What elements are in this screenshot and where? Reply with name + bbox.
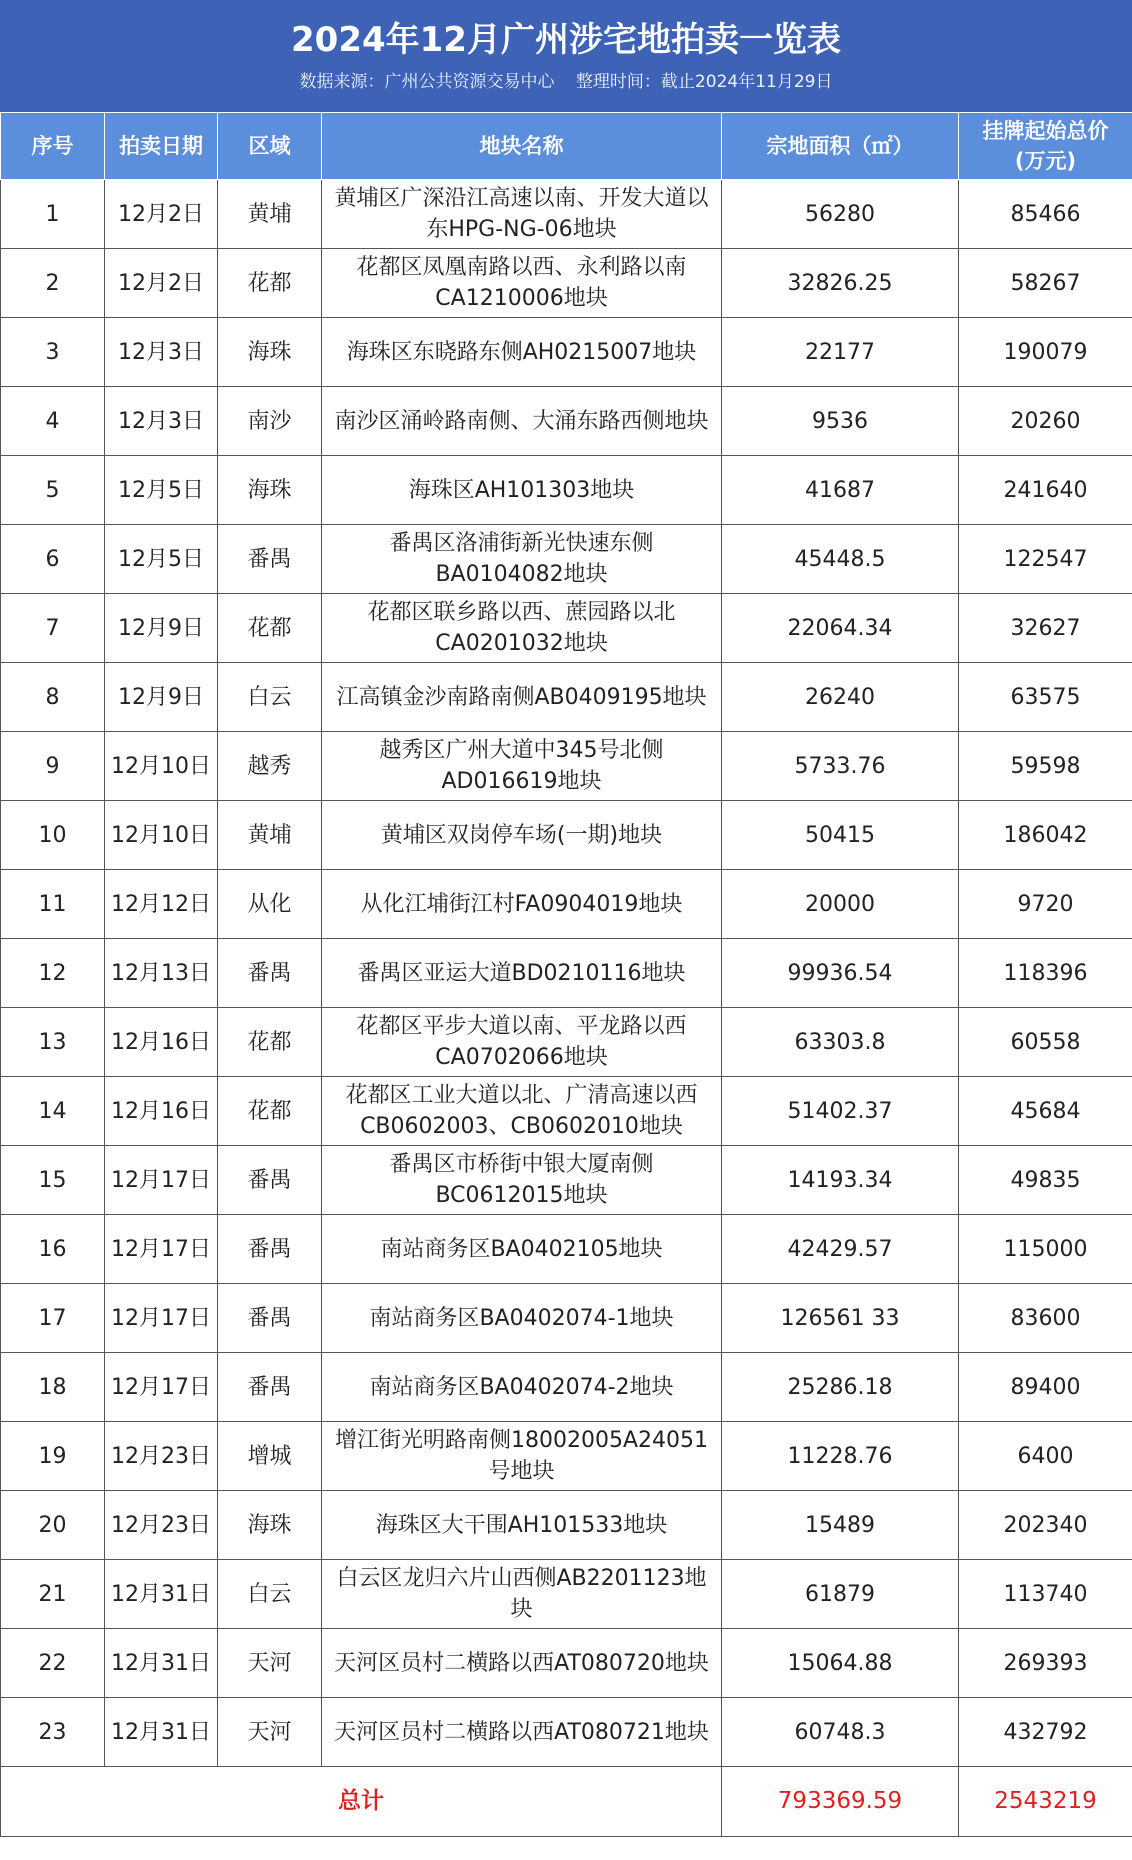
cell-name: 番禺区亚运大道BD0210116地块: [322, 939, 722, 1008]
cell-area: 天河: [218, 1698, 322, 1767]
column-header-row: [1, 113, 1132, 180]
cell-name: 番禺区市桥街中银大厦南侧BC0612015地块: [322, 1146, 722, 1215]
cell-price: 59598: [959, 732, 1132, 801]
page-title: 2024年12月广州涉宅地拍卖一览表: [291, 20, 841, 60]
cell-size: 14193.34: [722, 1146, 959, 1215]
cell-name: 南站商务区BA0402105地块: [322, 1215, 722, 1284]
cell-date: 12月9日: [105, 663, 218, 732]
cell-idx: 18: [1, 1353, 105, 1422]
table-row: [1, 1008, 1132, 1077]
cell-size: 63303.8: [722, 1008, 959, 1077]
cell-name: 海珠区AH101303地块: [322, 456, 722, 525]
cell-size: 20000: [722, 870, 959, 939]
table-header-banner: [0, 0, 1132, 112]
cell-price: 9720: [959, 870, 1132, 939]
data-source: 数据来源：广州公共资源交易中心: [299, 72, 555, 92]
cell-price: 432792: [959, 1698, 1132, 1767]
cell-idx: 12: [1, 939, 105, 1008]
cell-area: 增城: [218, 1422, 322, 1491]
total-row: [1, 1767, 1132, 1837]
cell-name: 黄埔区广深沿江高速以南、开发大道以东HPG-NG-06地块: [322, 180, 722, 249]
cell-price: 6400: [959, 1422, 1132, 1491]
cell-size: 51402.37: [722, 1077, 959, 1146]
cell-name: 花都区平步大道以南、平龙路以西CA0702066地块: [322, 1008, 722, 1077]
cell-idx: 4: [1, 387, 105, 456]
cell-area: 南沙: [218, 387, 322, 456]
cell-date: 12月12日: [105, 870, 218, 939]
cell-idx: 6: [1, 525, 105, 594]
cell-size: 41687: [722, 456, 959, 525]
cell-size: 15064.88: [722, 1629, 959, 1698]
cell-area: 番禺: [218, 1146, 322, 1215]
cell-idx: 9: [1, 732, 105, 801]
cell-name: 南沙区涌岭路南侧、大涌东路西侧地块: [322, 387, 722, 456]
cell-price: 32627: [959, 594, 1132, 663]
cell-price: 58267: [959, 249, 1132, 318]
cell-date: 12月5日: [105, 525, 218, 594]
total-size: 793369.59: [722, 1767, 959, 1837]
cell-name: 从化江埔街江村FA0904019地块: [322, 870, 722, 939]
table-row: [1, 1698, 1132, 1767]
cell-idx: 16: [1, 1215, 105, 1284]
table-row: [1, 732, 1132, 801]
cell-price: 186042: [959, 801, 1132, 870]
cell-size: 26240: [722, 663, 959, 732]
cell-name: 天河区员村二横路以西AT080721地块: [322, 1698, 722, 1767]
table-row: [1, 318, 1132, 387]
cell-idx: 19: [1, 1422, 105, 1491]
cell-price: 60558: [959, 1008, 1132, 1077]
table-row: [1, 387, 1132, 456]
cell-name: 南站商务区BA0402074-2地块: [322, 1353, 722, 1422]
cell-price: 113740: [959, 1560, 1132, 1629]
cell-size: 22177: [722, 318, 959, 387]
total-price: 2543219: [959, 1767, 1132, 1837]
header-area: 区域: [218, 113, 322, 180]
header-size: 宗地面积（㎡）: [722, 113, 959, 180]
cell-idx: 17: [1, 1284, 105, 1353]
cell-idx: 3: [1, 318, 105, 387]
cell-price: 115000: [959, 1215, 1132, 1284]
table-row: [1, 249, 1132, 318]
cell-area: 番禺: [218, 1215, 322, 1284]
cell-area: 花都: [218, 594, 322, 663]
table-row: [1, 456, 1132, 525]
cell-date: 12月3日: [105, 318, 218, 387]
header-date: 拍卖日期: [105, 113, 218, 180]
cell-idx: 15: [1, 1146, 105, 1215]
cell-size: 45448.5: [722, 525, 959, 594]
cell-price: 63575: [959, 663, 1132, 732]
cell-idx: 10: [1, 801, 105, 870]
cell-date: 12月3日: [105, 387, 218, 456]
header-price-line2: (万元): [1014, 149, 1077, 173]
cell-idx: 14: [1, 1077, 105, 1146]
cell-date: 12月31日: [105, 1698, 218, 1767]
cell-name: 增江街光明路南侧18002005A24051号地块: [322, 1422, 722, 1491]
cell-idx: 2: [1, 249, 105, 318]
subtitle: [0, 70, 1132, 94]
cell-name: 番禺区洛浦街新光快速东侧BA0104082地块: [322, 525, 722, 594]
table-row: [1, 1422, 1132, 1491]
cell-name: 花都区联乡路以西、蔗园路以北CA0201032地块: [322, 594, 722, 663]
cell-size: 25286.18: [722, 1353, 959, 1422]
cell-idx: 11: [1, 870, 105, 939]
table-row: [1, 525, 1132, 594]
cell-price: 118396: [959, 939, 1132, 1008]
cell-idx: 8: [1, 663, 105, 732]
cell-price: 85466: [959, 180, 1132, 249]
cell-idx: 5: [1, 456, 105, 525]
cell-area: 白云: [218, 1560, 322, 1629]
cell-date: 12月9日: [105, 594, 218, 663]
cell-name: 海珠区大干围AH101533地块: [322, 1491, 722, 1560]
cell-area: 海珠: [218, 456, 322, 525]
cell-date: 12月10日: [105, 801, 218, 870]
cell-price: 269393: [959, 1629, 1132, 1698]
cell-area: 黄埔: [218, 801, 322, 870]
cell-area: 海珠: [218, 318, 322, 387]
table-row: [1, 939, 1132, 1008]
cell-size: 15489: [722, 1491, 959, 1560]
cell-date: 12月23日: [105, 1422, 218, 1491]
cell-date: 12月10日: [105, 732, 218, 801]
cell-area: 天河: [218, 1629, 322, 1698]
table-row: [1, 1284, 1132, 1353]
cell-area: 番禺: [218, 1353, 322, 1422]
cell-price: 241640: [959, 456, 1132, 525]
cell-size: 22064.34: [722, 594, 959, 663]
table-row: [1, 870, 1132, 939]
cell-idx: 23: [1, 1698, 105, 1767]
cell-idx: 21: [1, 1560, 105, 1629]
cell-date: 12月17日: [105, 1284, 218, 1353]
cell-price: 202340: [959, 1491, 1132, 1560]
cell-size: 32826.25: [722, 249, 959, 318]
table-row: [1, 1629, 1132, 1698]
cell-price: 49835: [959, 1146, 1132, 1215]
cell-size: 126561 33: [722, 1284, 959, 1353]
cell-date: 12月5日: [105, 456, 218, 525]
cell-idx: 1: [1, 180, 105, 249]
cell-date: 12月17日: [105, 1146, 218, 1215]
cell-name: 黄埔区双岗停车场(一期)地块: [322, 801, 722, 870]
cell-area: 花都: [218, 249, 322, 318]
table-row: [1, 1491, 1132, 1560]
cell-area: 黄埔: [218, 180, 322, 249]
cell-date: 12月2日: [105, 180, 218, 249]
cell-name: 花都区工业大道以北、广清高速以西CB0602003、CB0602010地块: [322, 1077, 722, 1146]
cell-date: 12月16日: [105, 1008, 218, 1077]
cell-idx: 7: [1, 594, 105, 663]
cell-area: 番禺: [218, 1284, 322, 1353]
cell-size: 11228.76: [722, 1422, 959, 1491]
cell-date: 12月23日: [105, 1491, 218, 1560]
cell-area: 从化: [218, 870, 322, 939]
cell-price: 45684: [959, 1077, 1132, 1146]
cell-area: 花都: [218, 1008, 322, 1077]
header-idx: 序号: [1, 113, 105, 180]
cell-area: 越秀: [218, 732, 322, 801]
cell-name: 海珠区东晓路东侧AH0215007地块: [322, 318, 722, 387]
total-label: 总计: [1, 1767, 722, 1837]
cell-date: 12月17日: [105, 1353, 218, 1422]
cell-name: 天河区员村二横路以西AT080720地块: [322, 1629, 722, 1698]
cell-name: 白云区龙归六片山西侧AB2201123地块: [322, 1560, 722, 1629]
cell-size: 5733.76: [722, 732, 959, 801]
table-row: [1, 1560, 1132, 1629]
cell-size: 99936.54: [722, 939, 959, 1008]
cell-price: 89400: [959, 1353, 1132, 1422]
table-row: [1, 801, 1132, 870]
land-auction-table: [0, 112, 1132, 1837]
cell-price: 83600: [959, 1284, 1132, 1353]
cell-date: 12月2日: [105, 249, 218, 318]
table-row: [1, 1215, 1132, 1284]
cell-date: 12月31日: [105, 1629, 218, 1698]
cell-date: 12月16日: [105, 1077, 218, 1146]
header-price-line1: 挂牌起始总价: [982, 119, 1109, 143]
cell-name: 南站商务区BA0402074-1地块: [322, 1284, 722, 1353]
cell-area: 花都: [218, 1077, 322, 1146]
cell-date: 12月31日: [105, 1560, 218, 1629]
cell-price: 190079: [959, 318, 1132, 387]
cell-area: 番禺: [218, 525, 322, 594]
cell-size: 61879: [722, 1560, 959, 1629]
cell-idx: 13: [1, 1008, 105, 1077]
header-name: 地块名称: [322, 113, 722, 180]
cell-area: 海珠: [218, 1491, 322, 1560]
cell-name: 江高镇金沙南路南侧AB0409195地块: [322, 663, 722, 732]
cell-idx: 20: [1, 1491, 105, 1560]
table-row: [1, 1077, 1132, 1146]
cell-price: 122547: [959, 525, 1132, 594]
cell-size: 42429.57: [722, 1215, 959, 1284]
table-row: [1, 663, 1132, 732]
cell-name: 越秀区广州大道中345号北侧AD016619地块: [322, 732, 722, 801]
table-row: [1, 1146, 1132, 1215]
cell-price: 20260: [959, 387, 1132, 456]
cell-size: 50415: [722, 801, 959, 870]
table-row: [1, 1353, 1132, 1422]
header-price: [959, 113, 1132, 180]
cell-date: 12月13日: [105, 939, 218, 1008]
cell-size: 60748.3: [722, 1698, 959, 1767]
cell-size: 56280: [722, 180, 959, 249]
table-row: [1, 594, 1132, 663]
cell-idx: 22: [1, 1629, 105, 1698]
cell-area: 白云: [218, 663, 322, 732]
cell-name: 花都区凤凰南路以西、永利路以南CA1210006地块: [322, 249, 722, 318]
compile-time: 整理时间：截止2024年11月29日: [575, 72, 833, 92]
table-row: [1, 180, 1132, 249]
cell-date: 12月17日: [105, 1215, 218, 1284]
cell-size: 9536: [722, 387, 959, 456]
cell-area: 番禺: [218, 939, 322, 1008]
